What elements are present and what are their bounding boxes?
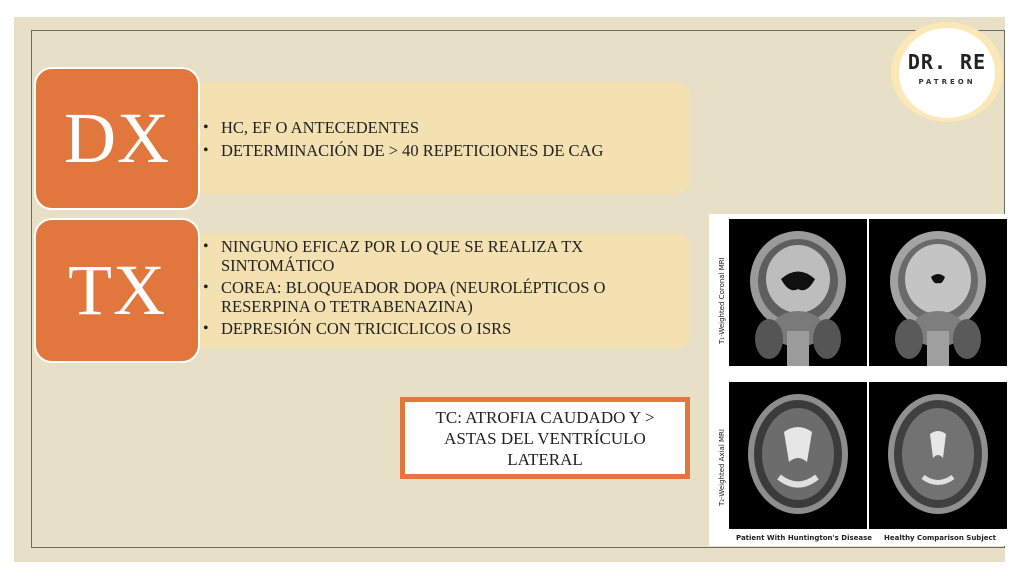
- tc-note-text: TC: ATROFIA CAUDADO Y > ASTAS DEL VENTRÍCULO LATERAL: [405, 402, 685, 474]
- caption-healthy: Healthy Comparison Subject: [884, 534, 996, 542]
- dx-label: DX: [64, 98, 170, 178]
- mri-coronal-patient: [729, 219, 867, 366]
- tx-bullet-3: • DEPRESIÓN CON TRICICLICOS O ISRS: [199, 319, 654, 338]
- dx-bullet-2: • DETERMINACIÓN DE > 40 REPETICIONES DE CAG: [199, 141, 679, 161]
- mri-figure: [709, 214, 1008, 546]
- row-label-axial: T₂-Weighted Axial MRI: [718, 429, 726, 506]
- tx-bullet-2: • COREA: BLOQUEADOR DOPA (NEUROLÉPTICOS O RESERPINA O TETRABENAZINA): [199, 278, 654, 316]
- dr-re-logo: [891, 22, 1003, 122]
- tx-bullet-1: • NINGUNO EFICAZ POR LO QUE SE REALIZA TX SINTOMÁTICO: [199, 237, 654, 275]
- caption-patient: Patient With Huntington's Disease: [736, 534, 873, 542]
- tx-label-box: [34, 218, 200, 363]
- tx-bullet-list: [199, 237, 654, 338]
- dx-label-box: [34, 67, 200, 210]
- dx-bullet-list: [199, 118, 679, 161]
- mri-coronal-healthy: [869, 219, 1007, 366]
- logo-subtitle: PATREON: [918, 78, 976, 86]
- tx-label: TX: [68, 250, 166, 330]
- row-label-coronal: T₁-Weighted Coronal MRI: [718, 257, 726, 344]
- mri-axial-patient: [729, 382, 867, 529]
- tc-note-box: [400, 397, 690, 479]
- dx-bullet-1: • HC, EF O ANTECEDENTES: [199, 118, 679, 138]
- mri-axial-healthy: [869, 382, 1007, 529]
- logo-title: DR. RE: [907, 50, 987, 74]
